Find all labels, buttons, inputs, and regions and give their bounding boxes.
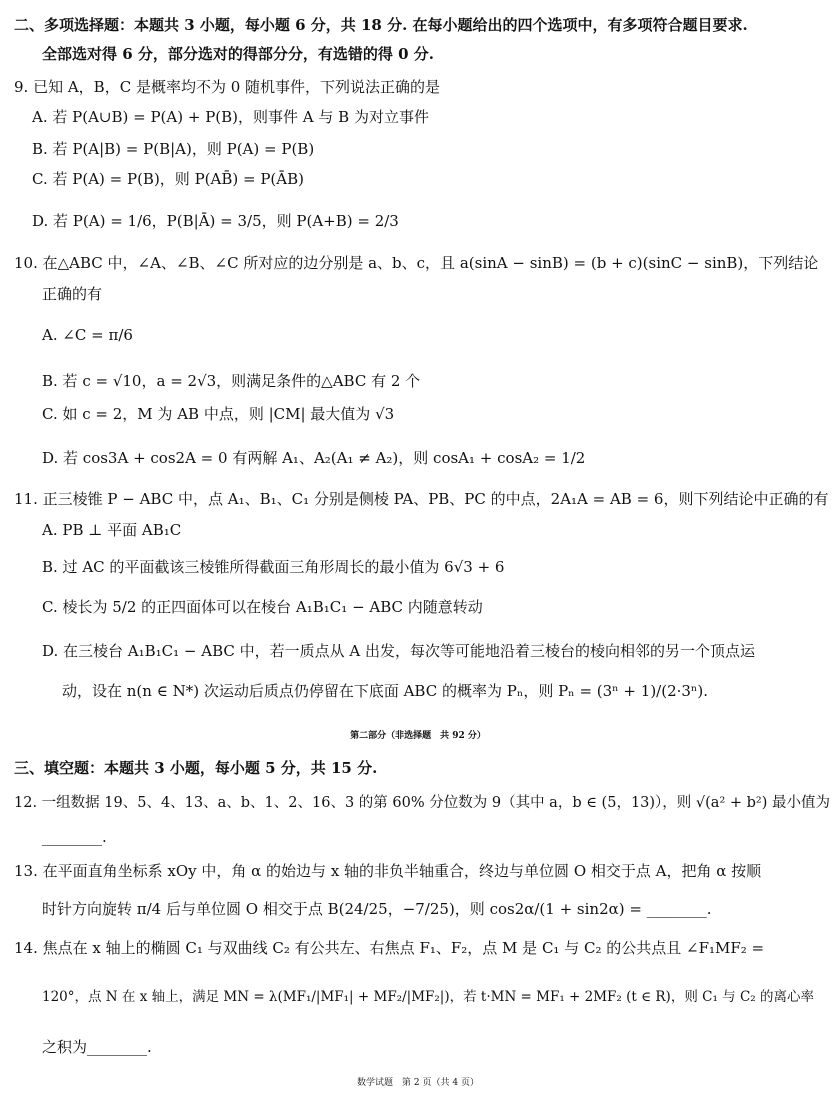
q11-stem: 11. 正三棱锥 P − ABC 中，点 A₁、B₁、C₁ 分别是侧棱 PA、PB、PC 的中点，2A₁A = AB = 6，则下列结论中正确的有 [14,490,829,508]
q9-option-a: A. 若 P(A∪B) = P(A) + P(B)，则事件 A 与 B 为对立事件 [32,108,429,126]
q9-option-b: B. 若 P(A|B) = P(B|A)，则 P(A) = P(B) [32,140,315,158]
q9-option-d: D. 若 P(A) = 1/6，P(B|Ā) = 3/5，则 P(A+B) = 2/3 [32,212,399,230]
page-footer: 数学试题 第 2 页（共 4 页） [357,1078,479,1088]
q11-option-b: B. 过 AC 的平面截该三棱锥所得截面三角形周长的最小值为 6√3 + 6 [42,558,505,576]
q10-stem-line2: 正确的有 [42,285,103,303]
q9-stem: 9. 已知 A，B，C 是概率均不为 0 随机事件，下列说法正确的是 [14,78,441,96]
q12-line1: 12. 一组数据 19、5、4、13、a、b、1、2、16、3 的第 60% 分位数为 9（其中 a，b ∈ (5，13)），则 √(a² + b²) 最小值为 [14,795,830,811]
q10-option-b: B. 若 c = √10，a = 2√3，则满足条件的△ABC 有 2 个 [42,372,421,390]
q13-line1: 13. 在平面直角坐标系 xOy 中，角 α 的始边与 x 轴的非负半轴重合，终边与单位圆 O 相交于点 A，把角 α 按顺 [14,862,762,880]
q11-option-c: C. 棱长为 5/2 的正四面体可以在棱台 A₁B₁C₁ − ABC 内随意转动 [42,598,483,616]
q10-option-c: C. 如 c = 2，M 为 AB 中点，则 |CM| 最大值为 √3 [42,405,395,423]
q10-stem-line1: 10. 在△ABC 中，∠A、∠B、∠C 所对应的边分别是 a、b、c，且 a(sinA − sinB) = (b + c)(sinC − sinB)，下列结论 [14,254,819,272]
q11-option-a: A. PB ⊥ 平面 AB₁C [42,521,182,539]
section2-instructions: 全部选对得 6 分，部分选对的得部分分，有选错的得 0 分. [42,45,434,63]
section2-heading: 二、多项选择题：本题共 3 小题，每小题 6 分，共 18 分. 在每小题给出的四个选项中，有多项符合题目要求. [14,16,748,34]
q13-line2: 时针方向旋转 π/4 后与单位圆 O 相交于点 B(24/25，−7/25)，则 cos2α/(1 + sin2α) = ________. [42,900,712,918]
q14-line3: 之积为________. [42,1038,152,1056]
q11-option-d-line2: 动，设在 n(n ∈ N*) 次运动后质点仍停留在下底面 ABC 的概率为 Pₙ，则 Pₙ = (3ⁿ + 1)/(2·3ⁿ). [62,682,709,700]
part2-heading: 第二部分（非选择题 共 92 分） [350,731,486,741]
q14-line1: 14. 焦点在 x 轴上的椭圆 C₁ 与双曲线 C₂ 有公共左、右焦点 F₁、F₂，点 M 是 C₁ 与 C₂ 的公共点且 ∠F₁MF₂ = [14,939,765,957]
q11-option-d-line1: D. 在三棱台 A₁B₁C₁ − ABC 中，若一质点从 A 出发，每次等可能地沿着三棱台的棱向相邻的另一个顶点运 [42,642,756,660]
q9-option-c: C. 若 P(A) = P(B)，则 P(AB̄) = P(ĀB) [32,170,304,188]
q10-option-d: D. 若 cos3A + cos2A = 0 有两解 A₁、A₂(A₁ ≠ A₂)，则 cosA₁ + cosA₂ = 1/2 [42,449,586,467]
q10-option-a: A. ∠C = π/6 [42,326,133,344]
q14-line2: 120°，点 N 在 x 轴上，满足 MN = λ(MF₁/|MF₁| + MF₂/|MF₂|)，若 t·MN = MF₁ + 2MF₂ (t ∈ R)，则 C₁ 与 C₂ 的离心率 [42,989,814,1005]
section3-heading: 三、填空题：本题共 3 小题，每小题 5 分，共 15 分. [14,759,378,777]
q12-answer-blank: ________. [42,828,107,846]
